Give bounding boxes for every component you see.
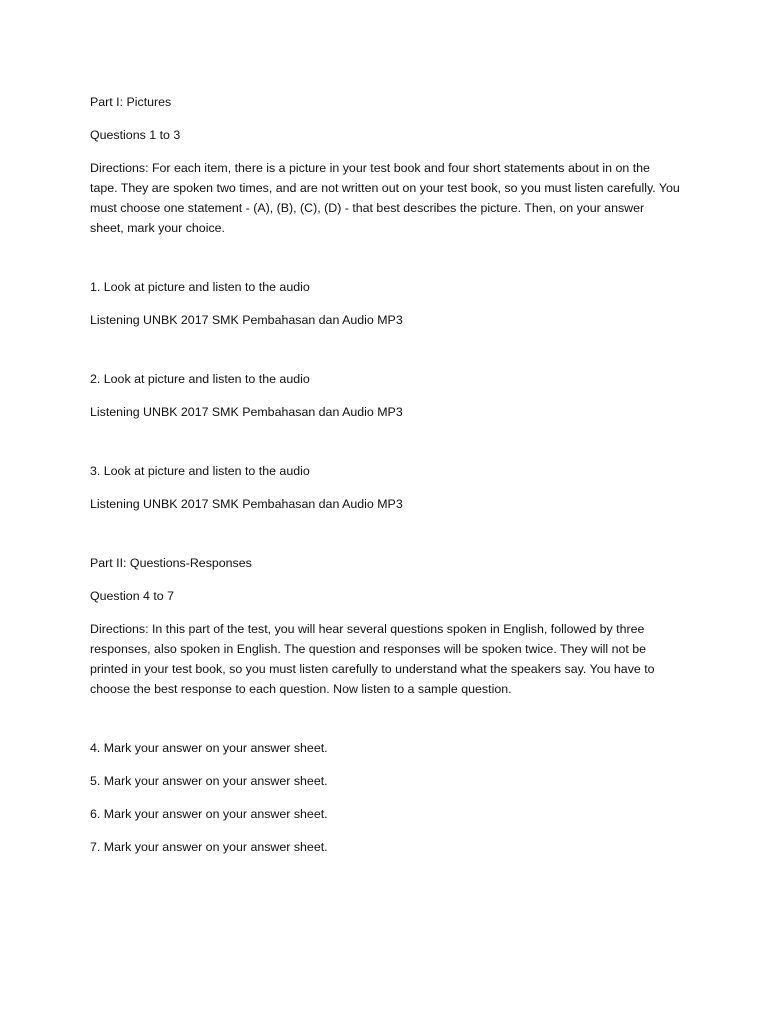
part2-item-5: 5. Mark your answer on your answer sheet.: [90, 774, 328, 788]
part1-item-2-caption: Listening UNBK 2017 SMK Pembahasan dan Audio MP3: [90, 405, 403, 419]
part2-subheading: Question 4 to 7: [90, 589, 175, 603]
part2-item-6: 6. Mark your answer on your answer sheet.: [90, 807, 328, 821]
part1-directions: Directions: For each item, there is a picture in your test book and four short statements about in on the tape. They are spoken two times, and are not written out on your test book, so you must listen carefully. You must choose one statement - (A), (B), (C), (D) - that best describes the picture. Then, on your answer sheet, mark your choice.: [90, 161, 680, 235]
part2-item-4: 4. Mark your answer on your answer sheet.: [90, 741, 328, 755]
part2-item-7: 7. Mark your answer on your answer sheet.: [90, 840, 328, 854]
spacer: [90, 422, 680, 461]
spacer: [90, 514, 680, 553]
spacer: [90, 238, 680, 277]
spacer: [90, 699, 680, 738]
document-body: [90, 92, 680, 857]
part1-item-3-caption: Listening UNBK 2017 SMK Pembahasan dan Audio MP3: [90, 497, 403, 511]
part1-item-1-caption: Listening UNBK 2017 SMK Pembahasan dan Audio MP3: [90, 313, 403, 327]
part1-item-2-instruction: 2. Look at picture and listen to the audio: [90, 372, 310, 386]
part1-subheading: Questions 1 to 3: [90, 128, 181, 142]
part2-directions: Directions: In this part of the test, you will hear several questions spoken in English, followed by three responses, also spoken in English. The question and responses will be spoken twice. They will not be printed in your test book, so you must listen carefully to understand what the speakers say. You have to choose the best response to each question. Now listen to a sample question.: [90, 622, 655, 696]
part1-heading: Part I: Pictures: [90, 95, 172, 109]
spacer: [90, 330, 680, 369]
part1-item-1-instruction: 1. Look at picture and listen to the audio: [90, 280, 310, 294]
part1-item-3-instruction: 3. Look at picture and listen to the audio: [90, 464, 310, 478]
part2-heading: Part II: Questions-Responses: [90, 556, 252, 570]
